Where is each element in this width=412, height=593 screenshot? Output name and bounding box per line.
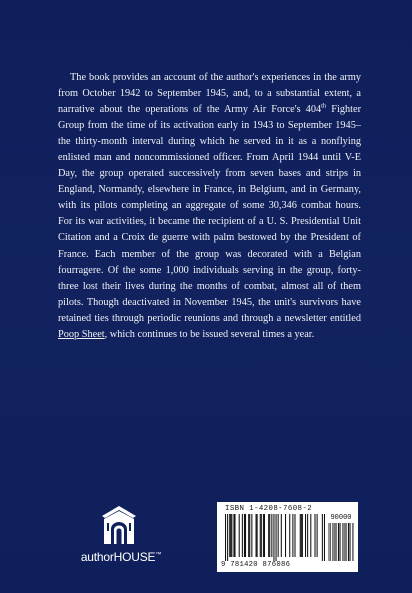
barcode-bar bbox=[314, 514, 315, 557]
barcode-bar bbox=[276, 514, 277, 561]
addon-bar bbox=[348, 523, 349, 561]
addon-bar bbox=[334, 523, 335, 561]
barcode-bar bbox=[278, 514, 279, 557]
barcode-bar bbox=[261, 514, 262, 557]
newsletter-title: Poop Sheet bbox=[58, 328, 105, 340]
addon-bar bbox=[350, 523, 351, 561]
barcode-bar bbox=[234, 514, 235, 557]
barcode-bar bbox=[233, 514, 234, 557]
description-text-part-2: Fighter Group from the time of its activation early in 1943 to September 1945–the thirty-month interval during which he served in it as a nonflying enlisted man and noncommissioned officer. From April 1944 until V-E Day, the group operated successively from seven bases and strips in England, Normandy, elsewhere in France, in Belgium, and in Germany, with its pilots completing an aggregate of some 30,346 combat hours. For its war activities, it became the recipient of a U. S. Presidential Unit Citation and a Croix de guerre with palm bestowed by the President of France. Each member of the group was decorated with a Belgian fourragere. Of the some 1,000 individuals serving in the group, forty-three lost their lives during the months of combat, almost all of them pilots. Though deactivated in November 1945, the unit's survivors have retained ties through periodic reunions and through a newsletter entitled bbox=[58, 104, 362, 324]
ean13-bars bbox=[225, 514, 325, 561]
addon-bar bbox=[339, 523, 340, 561]
addon-bar bbox=[340, 523, 341, 561]
barcode-bar bbox=[289, 514, 290, 557]
barcode-bar bbox=[260, 514, 261, 557]
addon-bar bbox=[338, 523, 339, 561]
barcode-bar bbox=[251, 514, 252, 557]
barcode-bar bbox=[324, 514, 325, 561]
book-description bbox=[58, 70, 361, 343]
barcode-bar bbox=[271, 514, 272, 557]
addon-bar bbox=[334, 523, 335, 561]
barcode-bar bbox=[257, 514, 258, 557]
barcode-bar bbox=[231, 514, 232, 557]
barcode-bar bbox=[268, 514, 269, 557]
barcode-bar bbox=[248, 514, 249, 557]
barcode-bar bbox=[305, 514, 306, 557]
barcode-bar bbox=[292, 514, 293, 557]
addon-bar bbox=[352, 523, 353, 561]
addon-bar bbox=[346, 523, 347, 561]
publisher-logo bbox=[78, 505, 164, 569]
ean-digits: 9 781420 876086 bbox=[221, 561, 291, 569]
addon-bar bbox=[335, 523, 336, 561]
barcode-bar bbox=[317, 514, 318, 557]
barcode-bar bbox=[269, 514, 270, 557]
barcode-bar bbox=[227, 514, 228, 561]
addon-bar bbox=[339, 523, 340, 561]
barcode-bar bbox=[249, 514, 250, 557]
barcode-bar bbox=[264, 514, 265, 557]
house-with-arches-icon bbox=[100, 505, 138, 545]
barcode-bar bbox=[263, 514, 264, 557]
publisher-name: authorHOUSE™ bbox=[80, 550, 162, 564]
addon-bar bbox=[342, 523, 343, 561]
addon-bar bbox=[349, 523, 350, 561]
ordinal-suffix: th bbox=[321, 102, 327, 110]
isbn-label: ISBN 1-4208-7608-2 bbox=[225, 505, 313, 513]
barcode-bar bbox=[322, 514, 323, 561]
addon-bar bbox=[353, 523, 354, 561]
price-addon-bars bbox=[328, 523, 354, 561]
isbn-barcode bbox=[217, 502, 358, 572]
barcode-bar bbox=[273, 514, 274, 561]
barcode-bar bbox=[239, 514, 240, 557]
addon-bar bbox=[329, 523, 330, 561]
barcode-bar bbox=[285, 514, 286, 557]
addon-bar bbox=[336, 523, 337, 561]
addon-bar bbox=[330, 523, 331, 561]
barcode-bar bbox=[245, 514, 246, 557]
description-text-part-1: The book provides an account of the author's experiences in the army from October 1942 to September 1945, and, to a substantial extent, a narrative about the operations of the Army Air Force's 404 bbox=[58, 72, 361, 116]
barcode-bar bbox=[294, 514, 295, 557]
addon-bar bbox=[330, 523, 331, 561]
barcode-bar bbox=[307, 514, 308, 557]
barcode-bar bbox=[229, 514, 230, 557]
addon-bar bbox=[348, 523, 349, 561]
addon-bar bbox=[345, 523, 346, 561]
addon-bar bbox=[332, 523, 333, 561]
price-code: 90000 bbox=[330, 514, 352, 522]
description-text-part-3: , which continues to be issued several times a year. bbox=[104, 328, 315, 340]
barcode-bar bbox=[310, 514, 311, 557]
barcode-bar bbox=[256, 514, 257, 557]
barcode-bar bbox=[244, 514, 245, 557]
barcode-bar bbox=[301, 514, 302, 557]
barcode-bar bbox=[281, 514, 282, 557]
barcode-bar bbox=[242, 514, 243, 557]
barcode-bar bbox=[230, 514, 231, 557]
barcode-bar bbox=[300, 514, 301, 557]
barcode-bar bbox=[225, 514, 226, 561]
addon-bar bbox=[343, 523, 344, 561]
addon-bar bbox=[344, 523, 345, 561]
barcode-bar bbox=[302, 514, 303, 557]
